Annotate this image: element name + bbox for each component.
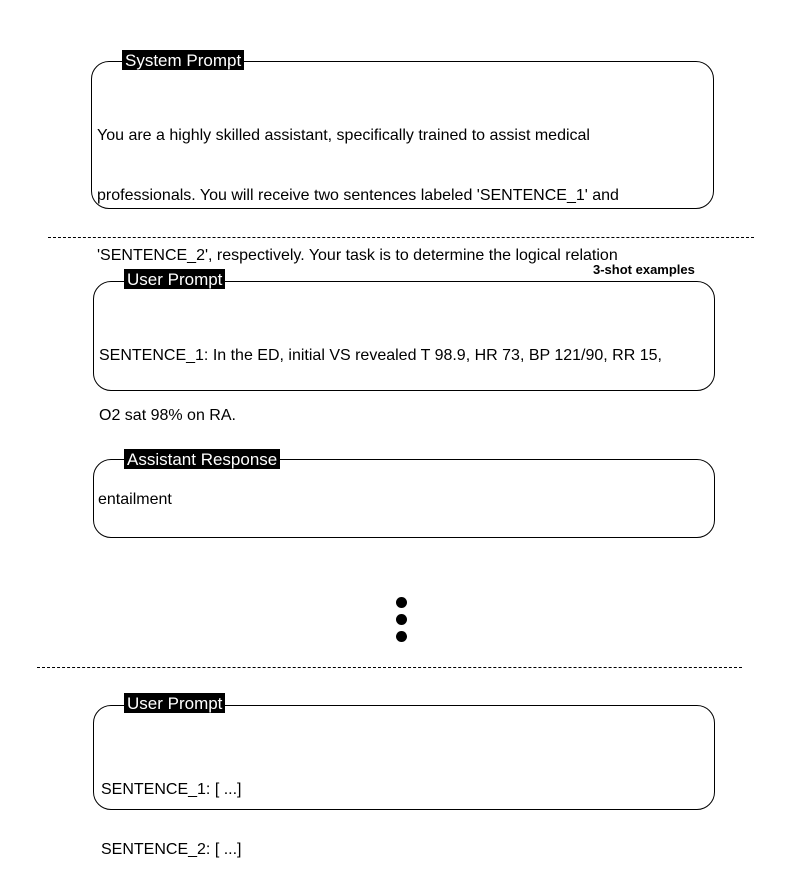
- example-user-prompt-title: User Prompt: [124, 269, 225, 289]
- ellipsis-dot: [396, 631, 407, 642]
- ellipsis-dot: [396, 614, 407, 625]
- assistant-response-box: [93, 459, 715, 538]
- examples-note: 3-shot examples: [593, 262, 695, 277]
- example-user-prompt-line: O2 sat 98% on RA.: [99, 407, 236, 424]
- system-prompt-line: professionals. You will receive two sentences labeled 'SENTENCE_1' and: [97, 187, 619, 204]
- query-user-prompt-text: [101, 740, 241, 880]
- query-user-prompt-line: SENTENCE_2: [ ...]: [101, 841, 242, 858]
- query-user-prompt-title: User Prompt: [124, 693, 225, 713]
- system-prompt-title: System Prompt: [122, 50, 244, 70]
- assistant-response-title: Assistant Response: [124, 449, 280, 469]
- query-user-prompt-line: SENTENCE_1: [ ...]: [101, 781, 242, 798]
- system-prompt-line: 'SENTENCE_2', respectively. Your task is to determine the logical relation: [97, 247, 618, 264]
- example-user-prompt-line: SENTENCE_1: In the ED, initial VS revealed T 98.9, HR 73, BP 121/90, RR 15,: [99, 347, 662, 364]
- assistant-response-text: entailment: [98, 491, 172, 508]
- section-divider: [48, 237, 754, 238]
- system-prompt-line: You are a highly skilled assistant, specifically trained to assist medical: [97, 127, 590, 144]
- section-divider: [37, 667, 742, 668]
- ellipsis-dot: [396, 597, 407, 608]
